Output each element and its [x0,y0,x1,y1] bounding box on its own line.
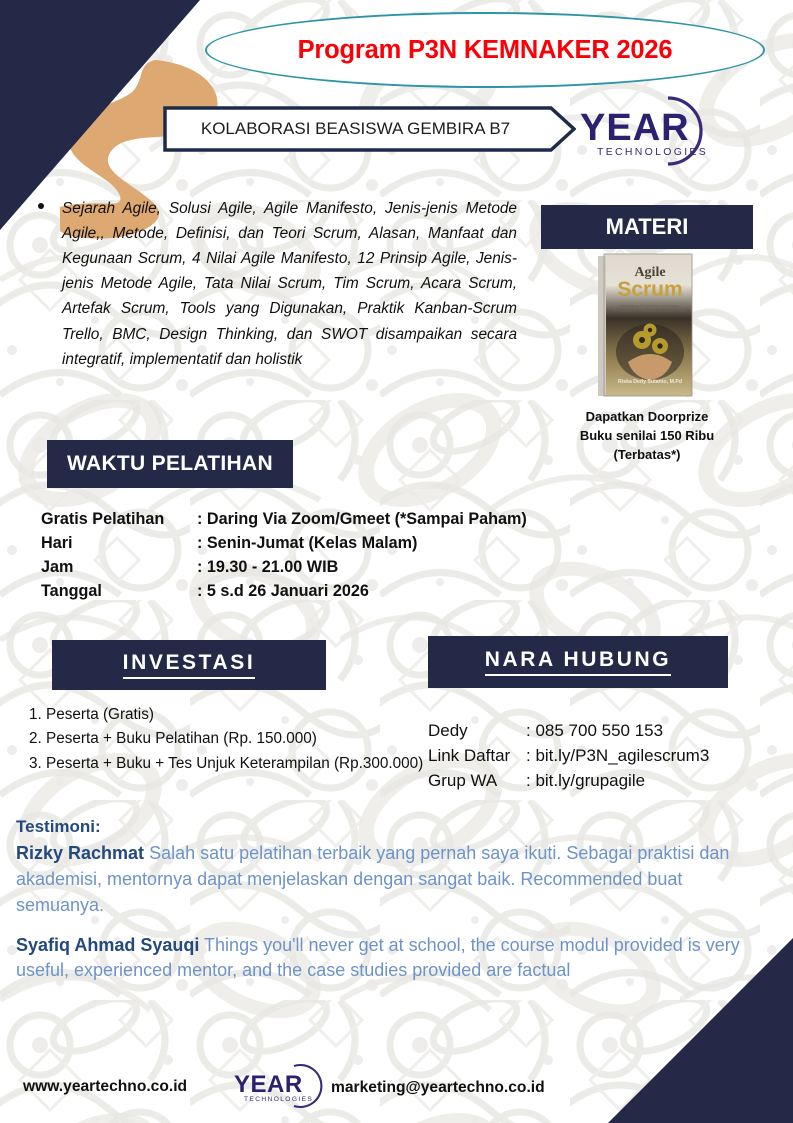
list-item: 2. Peserta + Buku Pelatihan (Rp. 150.000) [46,727,446,750]
waktu-heading-label: WAKTU PELATIHAN [67,452,273,475]
svg-text:Agile: Agile [634,265,666,280]
program-description: Sejarah Agile, Solusi Agile, Agile Manifesto, Jenis-jenis Metode Agile,, Metode, Definisi, dan Teori Scrum, Alasan, Manfaat dan Kegunaan Scrum, 4 Nilai Agile Manifesto, 12 Prinsip Agile, Jenis-jenis Metode Agile, Tata Nilai Scrum, Tim Scrum, Acara Scrum, Artefak Scrum, Tools yang Digunakan, Praktik Kanban-Scrum Trello, BMC, Design Thinking, dan SWOT disampaikan secara integratif, implementatif dan holistik [62,200,517,368]
schedule-key: Jam [41,557,74,576]
svg-text:TECHNOLOGIES: TECHNOLOGIES [597,146,709,158]
description-bullet-icon [38,203,44,209]
collaboration-banner [163,106,576,152]
footer-email[interactable]: marketing@yeartechno.co.id [331,1079,545,1096]
contact-key: Dedy [428,721,468,740]
contact-table [428,718,709,793]
page-title: Program P3N KEMNAKER 2026 [297,35,673,64]
materi-heading-label: MATERI [605,214,689,239]
testimonial-item [16,933,768,984]
doorprize-line-3: (Terbatas*) [613,446,681,462]
testimonials-label: Testimoni: [16,817,101,836]
table-row [41,508,527,532]
svg-text:Menciptakan Produktivitas Kema: Menciptakan Produktivitas Kemandirian, [619,304,681,308]
schedule-value: : Senin-Jumat (Kelas Malam) [197,533,418,552]
doorprize-caption [541,408,753,465]
year-technologies-logo-footer [228,1062,333,1110]
whatsapp-group-link[interactable]: : bit.ly/grupagile [526,771,646,791]
table-row [428,718,709,743]
list-item: 3. Peserta + Buku + Tes Unjuk Keterampilan (Rp.300.000) [46,752,446,775]
testimonial-text: Salah satu pelatihan terbaik yang pernah saya ikuti. Sebagai praktisi dan akademisi, mentornya dapat menjelaskan dengan sangat baik. Recommended buat semuanya. [16,843,730,915]
book-cover-image [598,252,698,400]
collaboration-banner-label: KOLABORASI BEASISWA GEMBIRA B7 [200,119,511,138]
table-row [428,768,709,793]
schedule-key: Tanggal [41,581,102,600]
nara-hubung-heading-label: NARA HUBUNG [485,648,671,676]
list-item: 1. Peserta (Gratis) [46,703,446,726]
section-header-waktu-pelatihan [47,440,293,488]
testimonials-section [16,815,768,998]
year-technologies-logo [572,92,727,170]
svg-text:Scrum: Scrum [617,278,683,301]
svg-text:Riska Dedy Sutanto, M.Pd: Riska Dedy Sutanto, M.Pd [618,379,682,385]
doorprize-line-2: Buku senilai 150 Ribu [579,427,715,443]
testimonial-author: Rizky Rachmat [16,843,145,864]
schedule-value: : 19.30 - 21.00 WIB [197,557,339,576]
svg-text:Berbasis Kerja Tim dengan Meto: Berbasis Kerja Tim dengan Metode Scrum Agile [614,309,686,313]
testimonial-item [16,841,768,918]
svg-text:YEAR: YEAR [234,1071,303,1098]
section-header-materi [541,205,753,249]
program-title-ellipse [205,12,765,88]
schedule-key: Hari [41,533,73,552]
contact-key: Link Daftar [428,746,511,766]
table-row [428,743,709,768]
table-row [41,580,527,604]
schedule-table [41,508,527,604]
contact-value[interactable]: : 085 700 550 153 [526,721,664,740]
section-header-investasi [52,640,326,690]
schedule-value: : Daring Via Zoom/Gmeet (*Sampai Paham) [197,510,527,528]
svg-text:YEAR: YEAR [580,107,690,149]
investasi-list [24,703,446,776]
table-row [41,532,527,556]
testimonial-text: Things you'll never get at school, the course modul provided is very useful, experienced mentor, and the case studies provided are factual [16,934,740,981]
testimonial-author: Syafiq Ahmad Syauqi [16,934,200,955]
svg-text:TECHNOLOGIES: TECHNOLOGIES [244,1096,314,1103]
registration-link[interactable]: : bit.ly/P3N_agilescrum3 [526,746,710,766]
contact-key: Grup WA [428,771,498,791]
table-row [41,556,527,580]
investasi-heading-label: INVESTASI [123,651,256,679]
footer-website[interactable]: www.yeartechno.co.id [23,1078,188,1095]
schedule-value: : 5 s.d 26 Januari 2026 [197,581,369,600]
section-header-nara-hubung [428,636,728,688]
schedule-key: Gratis Pelatihan [41,510,165,528]
doorprize-line-1: Dapatkan Doorprize [585,409,709,424]
